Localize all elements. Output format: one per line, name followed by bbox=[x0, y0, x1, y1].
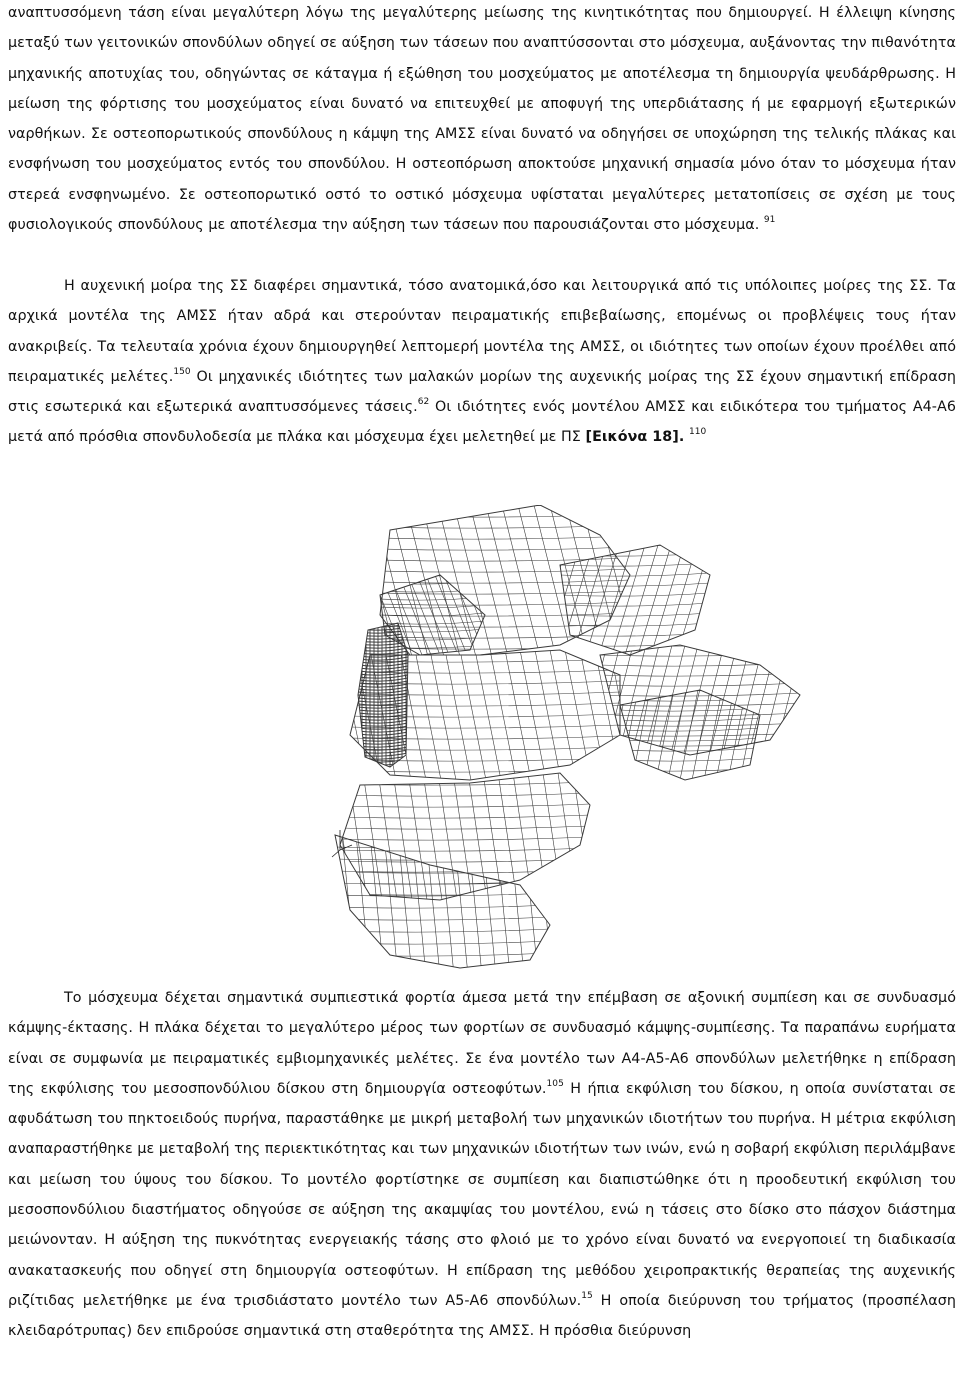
mesh-line bbox=[463, 645, 491, 755]
mesh-line bbox=[781, 545, 814, 655]
mesh-line bbox=[335, 917, 550, 920]
paragraph-3-text-c: Η οποία διεύρυνση του τρήματος (προσπέλαση κλειδαρότρυπας) δεν επιδρούσε σημαντικά στη σταθερότητα της ΑΜΣΣ. Η πρόσθια διεύρυνση bbox=[8, 1292, 956, 1340]
mesh-line bbox=[648, 773, 667, 900]
mesh-line bbox=[498, 575, 530, 655]
mesh-line bbox=[358, 651, 408, 654]
mesh-line bbox=[588, 773, 607, 900]
mesh-line bbox=[415, 650, 441, 780]
mesh-line bbox=[294, 505, 332, 655]
mesh-line bbox=[655, 650, 681, 780]
mesh-line bbox=[638, 545, 671, 655]
mesh-line bbox=[335, 965, 550, 968]
mesh-line bbox=[358, 657, 408, 660]
mesh-region bbox=[240, 648, 771, 780]
mesh-line bbox=[358, 723, 408, 726]
mesh-line bbox=[350, 769, 620, 772]
mesh-line bbox=[560, 563, 710, 566]
mesh-line bbox=[469, 545, 502, 655]
mesh-line bbox=[335, 833, 550, 836]
mesh-line bbox=[303, 773, 322, 900]
mesh-line bbox=[335, 869, 550, 872]
mesh-line bbox=[678, 835, 691, 968]
mesh-line bbox=[476, 645, 504, 755]
mesh-line bbox=[524, 835, 537, 968]
mesh-line bbox=[340, 793, 590, 796]
mesh-line bbox=[318, 575, 350, 655]
mesh-line bbox=[300, 835, 313, 968]
mesh-line bbox=[258, 773, 277, 900]
mesh-line bbox=[460, 650, 486, 780]
mesh-region bbox=[512, 688, 842, 781]
mesh-line bbox=[314, 835, 327, 968]
mesh-line bbox=[636, 835, 649, 968]
mesh-line bbox=[658, 645, 686, 755]
mesh-line bbox=[486, 505, 524, 655]
mesh-line bbox=[326, 505, 364, 655]
mesh-line bbox=[295, 650, 321, 780]
mesh-region bbox=[240, 771, 727, 900]
mesh-line bbox=[668, 690, 686, 780]
mesh-line bbox=[586, 545, 619, 655]
mesh-line bbox=[288, 773, 307, 900]
mesh-line bbox=[468, 773, 487, 900]
mesh-line bbox=[692, 690, 710, 780]
mesh-line bbox=[622, 835, 635, 968]
mesh-line bbox=[327, 575, 359, 655]
mesh-line bbox=[824, 690, 842, 780]
mesh-line bbox=[560, 583, 710, 586]
mesh-line bbox=[454, 505, 492, 655]
mesh-line bbox=[703, 545, 736, 655]
mesh-line bbox=[335, 941, 550, 944]
mesh-line bbox=[755, 545, 788, 655]
mesh-line bbox=[600, 723, 800, 726]
mesh-line bbox=[716, 545, 749, 655]
mesh-line bbox=[380, 602, 630, 605]
mesh-line bbox=[336, 575, 368, 655]
mesh-line bbox=[768, 545, 801, 655]
mesh-line bbox=[310, 650, 336, 780]
mesh-line bbox=[608, 835, 621, 968]
mesh-line bbox=[335, 857, 550, 860]
mesh-line bbox=[380, 505, 630, 506]
mesh-line bbox=[630, 505, 668, 655]
mesh-line bbox=[496, 835, 509, 968]
mesh-line bbox=[358, 654, 408, 657]
mesh-line bbox=[599, 545, 632, 655]
mesh-line bbox=[560, 593, 710, 596]
mesh-outline bbox=[560, 545, 710, 655]
mesh-line bbox=[598, 505, 636, 655]
mesh-line bbox=[358, 732, 408, 735]
mesh-line bbox=[300, 575, 332, 655]
mesh-line bbox=[800, 690, 818, 780]
mesh-line bbox=[774, 505, 812, 655]
mesh-line bbox=[614, 505, 652, 655]
mesh-line bbox=[358, 690, 408, 693]
mesh-line bbox=[656, 690, 674, 780]
mesh-line bbox=[603, 773, 622, 900]
mesh-line bbox=[358, 675, 408, 678]
mesh-line bbox=[358, 741, 408, 744]
mesh-line bbox=[524, 690, 542, 780]
mesh-line bbox=[600, 733, 800, 736]
mesh-line bbox=[278, 505, 316, 655]
citation-110: 110 bbox=[688, 427, 707, 438]
mesh-line bbox=[325, 650, 351, 780]
paragraph-2-text-a: Η αυχενική μοίρα της ΣΣ διαφέρει σημαντικά, τόσο ανατομικά,όσο και λειτουργικά από τις υπόλοιπες μοίρες της ΣΣ. Τα αρχικά μοντέλα της ΑΜΣΣ ήταν αδρά και στερούνταν πειραματικής επιβεβαίωσης, επομένως οι προβλέψεις τους ήταν ανακριβείς. Τα τελευταία χρόνια έχουν δημιουργηθεί λεπτομερή μοντέλα της ΑΜΣΣ, οι ιδιότητες των οποίων έχουν προέλθει από πειραματικές μελέτες. bbox=[8, 278, 956, 385]
mesh-line bbox=[440, 835, 453, 968]
mesh-outline bbox=[335, 835, 550, 968]
mesh-line bbox=[708, 773, 727, 900]
mesh-line bbox=[250, 650, 276, 780]
mesh-line bbox=[684, 645, 712, 755]
mesh-line bbox=[240, 650, 246, 780]
mesh-line bbox=[632, 690, 650, 780]
mesh-line bbox=[358, 735, 408, 738]
citation-91: 91 bbox=[763, 215, 776, 226]
mesh-line bbox=[443, 545, 476, 655]
mesh-line bbox=[358, 699, 408, 702]
mesh-line bbox=[853, 645, 881, 755]
mesh-line bbox=[358, 744, 408, 747]
mesh-line bbox=[358, 684, 408, 687]
mesh-line bbox=[788, 645, 816, 755]
mesh-line bbox=[340, 826, 590, 829]
mesh-line bbox=[664, 545, 697, 655]
mesh-line bbox=[644, 690, 662, 780]
mesh-line bbox=[489, 575, 521, 655]
paragraph-3-text-b: Η ήπια εκφύλιση του δίσκου, η οποία συνίσταται σε αφυδάτωση του πηκτοειδούς πυρήνα, παραστάθηκε με μικρή μεταβολή των μηχανικών ιδιοτήτων του πυρήνα. Η μέτρια εκφύλιση αναπαραστήθηκε με μεταβολή της περιεκτικότητας και των μηχανικών ιδιοτήτων των ινών, ενώ η σοβαρή εκφύλιση περιλάμβανε και μείωση του ύψους του δίσκου. Το μοντέλο φορτίστηκε σε συμπίεση και διαπιστώθηκε ότι η προοδευτική εκφύλιση του μεσοσπονδύλιου διαστήματος οδηγούσε σε αύξηση της ακαμψίας του μοντέλου, ενώ η τάσεις στο δίσκο στο πάσχον διάστημα μειώνονταν. Η αύξηση της πυκνότητας ενεργειακής τάσης στο φλοιό με το χρόνο είναι δυνατό να ενεργοποιεί τη διαδικασία ανακατασκευής που οδηγεί στη δημιουργία οστεοφύτων. Η επίδραση της μεθόδου χειροπρακτικής θεραπείας της αυχενικής ριζίτιδας μελετήθηκε με ένα τρισδιάστατο μοντέλο των Α5-Α6 σπονδύλων. bbox=[8, 1080, 956, 1309]
mesh-line bbox=[742, 545, 775, 655]
mesh-line bbox=[345, 575, 377, 655]
mesh-line bbox=[240, 835, 243, 968]
mesh-line bbox=[335, 953, 550, 956]
mesh-line bbox=[729, 545, 762, 655]
mesh-line bbox=[462, 575, 494, 655]
paragraph-2-text-b: Οι μηχανικές ιδιότητες των μαλακών μορίων της αυχενικής μοίρας της ΣΣ έχουν σημαντική επίδραση στις εσωτερικά και εξωτερικά αναπτυσσόμενες τάσεις. bbox=[8, 368, 957, 416]
mesh-line bbox=[594, 835, 607, 968]
mesh-line bbox=[560, 543, 710, 546]
mesh-line bbox=[758, 505, 796, 655]
paragraph-2-text-c: Οι ιδιότητες ενός μοντέλου ΑΜΣΣ και ειδικότερα του τμήματος Α4-Α6 μετά από πρόσθια σπονδυλοδεσία με πλάκα και μόσχευμα έχει μελετηθεί με ΠΣ bbox=[8, 399, 956, 446]
mesh-line bbox=[742, 505, 780, 655]
mesh-line bbox=[483, 773, 502, 900]
mesh-line bbox=[340, 804, 590, 807]
paragraph-3-text-a: Το μόσχευμα δέχεται σημαντικά συμπιεστικά φορτία άμεσα μετά την επέμβαση σε αξονική συμπίεση και σε συνδυασμό κάμψης-έκτασης. Η πλάκα δέχεται το μεγαλύτερο μέρος των φορτίων σε συνδυασμό κάμψης-συμπίεσης. Τα παραπάνω ευρήματα είναι σε συμφωνία με πειραματικές εμβιομηχανικές μελέτες. Σε ένα μοντέλο των Α4-Α5-Α6 σπονδύλων μελετήθηκε η επίδραση της εκφύλισης του μεσοσπονδύλιου δίσκου στη δημιουργία οστεοφύτων. bbox=[8, 990, 956, 1097]
mesh-line bbox=[482, 835, 495, 968]
mesh-line bbox=[593, 645, 621, 755]
mesh-line bbox=[422, 505, 460, 655]
mesh-line bbox=[625, 545, 658, 655]
mesh-line bbox=[560, 553, 710, 556]
mesh-line bbox=[310, 505, 348, 655]
mesh-line bbox=[600, 643, 800, 646]
paragraph-3 bbox=[8, 983, 956, 1347]
mesh-line bbox=[438, 505, 476, 655]
mesh-line bbox=[468, 835, 481, 968]
mesh-line bbox=[358, 720, 408, 723]
paragraph-1-text: αναπτυσσόμενη τάση είναι μεγαλύτερη λόγω της μεγαλύτερης μείωσης της κινητικότητας που δημιουργεί. Η έλλειψη κίνησης μεταξύ των γειτονικών σπονδύλων οδηγεί σε αύξηση των τάσεων που αναπτύσσονται στο μόσχευμα, αυξάνοντας την πιθανότητα μηχανικής αποτυχίας του, οδηγώντας σε κάταγμα ή εξώθηση του μοσχεύματος με αποτέλεσμα τη δημιουργία ψευδάρθρωσης. Η μείωση της φόρτισης του μοσχεύματος είναι δυνατό να επιτευχθεί με αποφυγή της υπερδιάτασης ή με εφαρμογή εξωτερικών ναρθήκων. Σε οστεοπορωτικούς σπονδύλους η κάμψη της ΑΜΣΣ είναι δυνατό να οδηγήσει σε υποχώρηση της τελικής πλάκας και ενσφήνωση του μοσχεύματος εντός του σπονδύλου. Η οστεοπόρωση αποκτούσε μηχανική σημασία μόνο όταν το μόσχευμα ήταν στερεά ενσφηνωμένο. Σε οστεοπορωτικό οστό το οστικό μόσχευμα υφίσταται μεγαλύτερες μετατοπίσεις σε σχέση με τους φυσιολογικούς σπονδύλους με αποτέλεσμα την αύξηση των τάσεων που παρουσιάζονται στο μόσχευμα. bbox=[8, 5, 956, 234]
mesh-line bbox=[840, 645, 868, 755]
mesh-line bbox=[240, 773, 247, 900]
mesh-line bbox=[262, 505, 300, 655]
mesh-line bbox=[340, 815, 590, 818]
mesh-line bbox=[663, 773, 682, 900]
mesh-line bbox=[704, 690, 722, 780]
mesh-line bbox=[710, 505, 748, 655]
mesh-line bbox=[438, 773, 457, 900]
mesh-line bbox=[680, 690, 698, 780]
mesh-line bbox=[560, 643, 710, 646]
mesh-line bbox=[358, 708, 408, 711]
mesh-line bbox=[273, 773, 292, 900]
mesh-line bbox=[358, 753, 408, 756]
mesh-line bbox=[380, 536, 630, 539]
mesh-line bbox=[318, 773, 337, 900]
mesh-line bbox=[475, 650, 501, 780]
mesh-line bbox=[620, 718, 760, 721]
mesh-line bbox=[380, 605, 485, 608]
mesh-line bbox=[690, 545, 723, 655]
mesh-line bbox=[358, 687, 408, 690]
figure-18-mesh-model bbox=[240, 505, 940, 970]
mesh-line bbox=[726, 505, 764, 655]
mesh-line bbox=[541, 645, 569, 755]
mesh-line bbox=[801, 645, 829, 755]
mesh-line bbox=[572, 690, 590, 780]
figure-reference: [Εικόνα 18]. bbox=[585, 429, 685, 446]
mesh-line bbox=[370, 835, 383, 968]
mesh-line bbox=[426, 835, 439, 968]
mesh-line bbox=[827, 645, 855, 755]
mesh-line bbox=[380, 569, 630, 572]
mesh-line bbox=[512, 690, 530, 780]
mesh-line bbox=[380, 646, 630, 649]
mesh-line bbox=[664, 835, 677, 968]
mesh-line bbox=[646, 505, 684, 655]
mesh-line bbox=[651, 545, 684, 655]
mesh-line bbox=[258, 835, 271, 968]
mesh-line bbox=[618, 773, 637, 900]
citation-15: 15 bbox=[581, 1290, 593, 1301]
mesh-line bbox=[417, 575, 449, 655]
mesh-line bbox=[408, 575, 440, 655]
mesh-line bbox=[580, 835, 593, 968]
mesh-line bbox=[380, 591, 630, 594]
mesh-line bbox=[280, 650, 306, 780]
mesh-line bbox=[620, 758, 760, 761]
mesh-line bbox=[453, 773, 472, 900]
mesh-line bbox=[866, 645, 894, 755]
citation-105: 105 bbox=[546, 1078, 564, 1089]
mesh-line bbox=[358, 633, 408, 636]
mesh-line bbox=[534, 545, 567, 655]
citation-150: 150 bbox=[173, 366, 191, 377]
mesh-line bbox=[244, 835, 257, 968]
mesh-line bbox=[358, 663, 408, 666]
mesh-line bbox=[600, 713, 800, 716]
mesh-line bbox=[662, 505, 700, 655]
mesh-line bbox=[812, 690, 830, 780]
mesh-line bbox=[380, 624, 630, 627]
mesh-line bbox=[240, 650, 261, 780]
mesh-line bbox=[536, 690, 554, 780]
mesh-line bbox=[358, 717, 408, 720]
mesh-line bbox=[612, 545, 645, 655]
mesh-line bbox=[380, 635, 630, 638]
mesh-line bbox=[633, 773, 652, 900]
mesh-region bbox=[300, 573, 593, 656]
mesh-line bbox=[240, 505, 268, 655]
mesh-line bbox=[358, 711, 408, 714]
mesh-region bbox=[417, 543, 814, 656]
mesh-line bbox=[775, 645, 803, 755]
mesh-line bbox=[507, 575, 539, 655]
mesh-line bbox=[430, 650, 456, 780]
mesh-line bbox=[677, 545, 710, 655]
mesh-line bbox=[358, 666, 408, 669]
mesh-line bbox=[246, 505, 284, 655]
mesh-line bbox=[272, 835, 285, 968]
mesh-line bbox=[358, 678, 408, 681]
mesh-line bbox=[335, 905, 550, 908]
mesh-line bbox=[582, 505, 620, 655]
mesh-line bbox=[879, 645, 907, 755]
mesh-line bbox=[620, 768, 760, 771]
mesh-line bbox=[600, 683, 800, 686]
mesh-line bbox=[445, 650, 471, 780]
mesh-line bbox=[558, 773, 577, 900]
mesh-line bbox=[528, 773, 547, 900]
mesh-line bbox=[335, 893, 550, 896]
mesh-line bbox=[423, 773, 442, 900]
mesh-line bbox=[384, 835, 397, 968]
mesh-line bbox=[600, 663, 800, 666]
mesh-region bbox=[240, 505, 812, 655]
mesh-line bbox=[543, 773, 562, 900]
mesh-line bbox=[265, 650, 291, 780]
mesh-line bbox=[356, 835, 369, 968]
mesh-line bbox=[508, 545, 541, 655]
mesh-line bbox=[398, 835, 411, 968]
mesh-line bbox=[363, 773, 382, 900]
mesh-line bbox=[335, 881, 550, 884]
mesh-line bbox=[620, 748, 760, 751]
mesh-line bbox=[358, 636, 408, 639]
mesh-line bbox=[358, 729, 408, 732]
mesh-line bbox=[620, 708, 760, 711]
mesh-line bbox=[510, 835, 523, 968]
citation-62: 62 bbox=[417, 397, 430, 408]
paragraph-1 bbox=[8, 0, 956, 240]
mesh-line bbox=[600, 693, 800, 696]
mesh-line bbox=[600, 673, 800, 676]
mesh-line bbox=[814, 645, 842, 755]
mesh-line bbox=[380, 597, 485, 600]
mesh-line bbox=[358, 696, 408, 699]
mesh-line bbox=[378, 773, 397, 900]
mesh-line bbox=[580, 645, 608, 755]
mesh-line bbox=[471, 575, 503, 655]
mesh-line bbox=[650, 835, 663, 968]
mesh-line bbox=[408, 773, 427, 900]
mesh-line bbox=[566, 835, 579, 968]
mesh-line bbox=[550, 650, 576, 780]
mesh-line bbox=[309, 575, 341, 655]
mesh-line bbox=[693, 773, 712, 900]
mesh-line bbox=[762, 645, 790, 755]
mesh-line bbox=[412, 835, 425, 968]
mesh-line bbox=[470, 505, 508, 655]
mesh-line bbox=[286, 835, 299, 968]
mesh-region bbox=[240, 833, 691, 968]
finite-element-mesh-icon bbox=[240, 505, 940, 970]
mesh-line bbox=[243, 773, 262, 900]
mesh-line bbox=[380, 573, 485, 576]
mesh-line bbox=[678, 773, 697, 900]
paragraph-2 bbox=[8, 271, 956, 453]
